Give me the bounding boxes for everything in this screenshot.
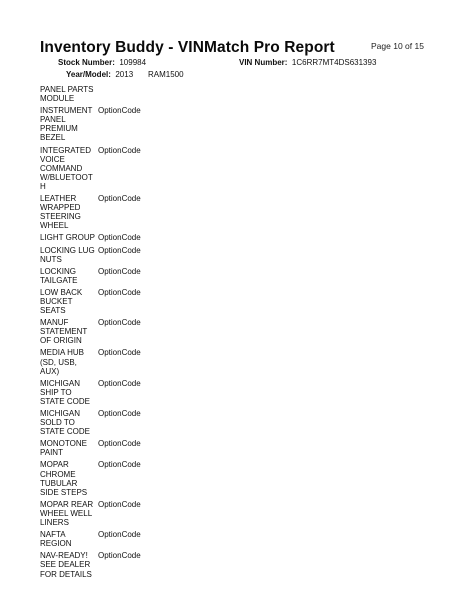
option-name: INSTRUMENT PANEL PREMIUM BEZEL [40,106,93,143]
option-type: OptionCode [98,409,141,418]
option-row [40,146,200,191]
year-model-label: Year/Model: [66,70,111,79]
stock-number-field [58,58,146,67]
option-type: OptionCode [98,348,141,358]
vin-number-label: VIN Number: [239,58,288,67]
option-row [40,439,200,457]
stock-number-value: 109984 [119,58,147,67]
option-row [40,194,200,230]
option-name: NAV-READY! SEE DEALER FOR DETAILS [40,551,92,579]
model-value: RAM1500 [148,70,184,79]
option-name: LEATHER WRAPPED STEERING WHEEL [40,194,81,231]
option-row [40,233,200,242]
option-row [40,551,200,578]
option-name: MICHIGAN SOLD TO STATE CODE [40,409,90,437]
option-row [40,106,200,142]
option-name: LOCKING TAILGATE [40,266,78,285]
option-row [40,348,200,375]
option-type: OptionCode [98,460,141,470]
option-row [40,500,200,527]
stock-number-label: Stock Number: [58,58,115,67]
option-type: OptionCode [98,530,141,540]
year-value: 2013 [115,70,134,79]
option-row [40,267,200,285]
option-type: OptionCode [98,499,141,509]
option-type: OptionCode [98,106,141,116]
option-type: OptionCode [98,245,141,255]
option-name: LOW BACK BUCKET SEATS [40,287,83,316]
option-type: OptionCode [98,266,141,276]
option-row [40,85,200,103]
report-title: Inventory Buddy - VINMatch Pro Report [40,39,335,56]
option-type: OptionCode [98,378,141,388]
option-row [40,288,200,315]
vin-number-field [239,58,376,67]
year-model-field [66,70,133,79]
option-name: MOPAR REAR WHEEL WELL LINERS [40,499,94,528]
option-row [40,409,200,436]
option-row [40,246,200,264]
option-type: OptionCode [98,233,141,243]
option-type: OptionCode [98,318,141,328]
option-name: MANUF STATEMENT OF ORIGIN [40,318,88,346]
option-name: INTEGRATED VOICE COMMAND W/BLUETOOT H [40,145,93,191]
option-type: OptionCode [98,194,141,204]
option-row [40,460,200,496]
option-name: MONOTONE PAINT [40,439,87,458]
option-type: OptionCode [98,287,141,297]
option-list [40,85,200,582]
option-name: NAFTA REGION [40,530,72,549]
option-type: OptionCode [98,145,141,155]
option-row [40,379,200,406]
option-row [40,318,200,345]
option-row [40,530,200,548]
option-name: MEDIA HUB (SD, USB, AUX) [40,348,85,376]
option-name: LOCKING LUG NUTS [40,245,95,264]
page-number: Page 10 of 15 [371,41,424,51]
option-name: LIGHT GROUP [40,233,95,243]
option-type: OptionCode [98,439,141,449]
option-name: MOPAR CHROME TUBULAR SIDE STEPS [40,460,88,497]
option-name: MICHIGAN SHIP TO STATE CODE [40,378,90,406]
vin-number-value: 1C6RR7MT4DS631393 [291,58,377,67]
option-name: PANEL PARTS MODULE [40,85,94,104]
option-type: OptionCode [98,551,141,561]
